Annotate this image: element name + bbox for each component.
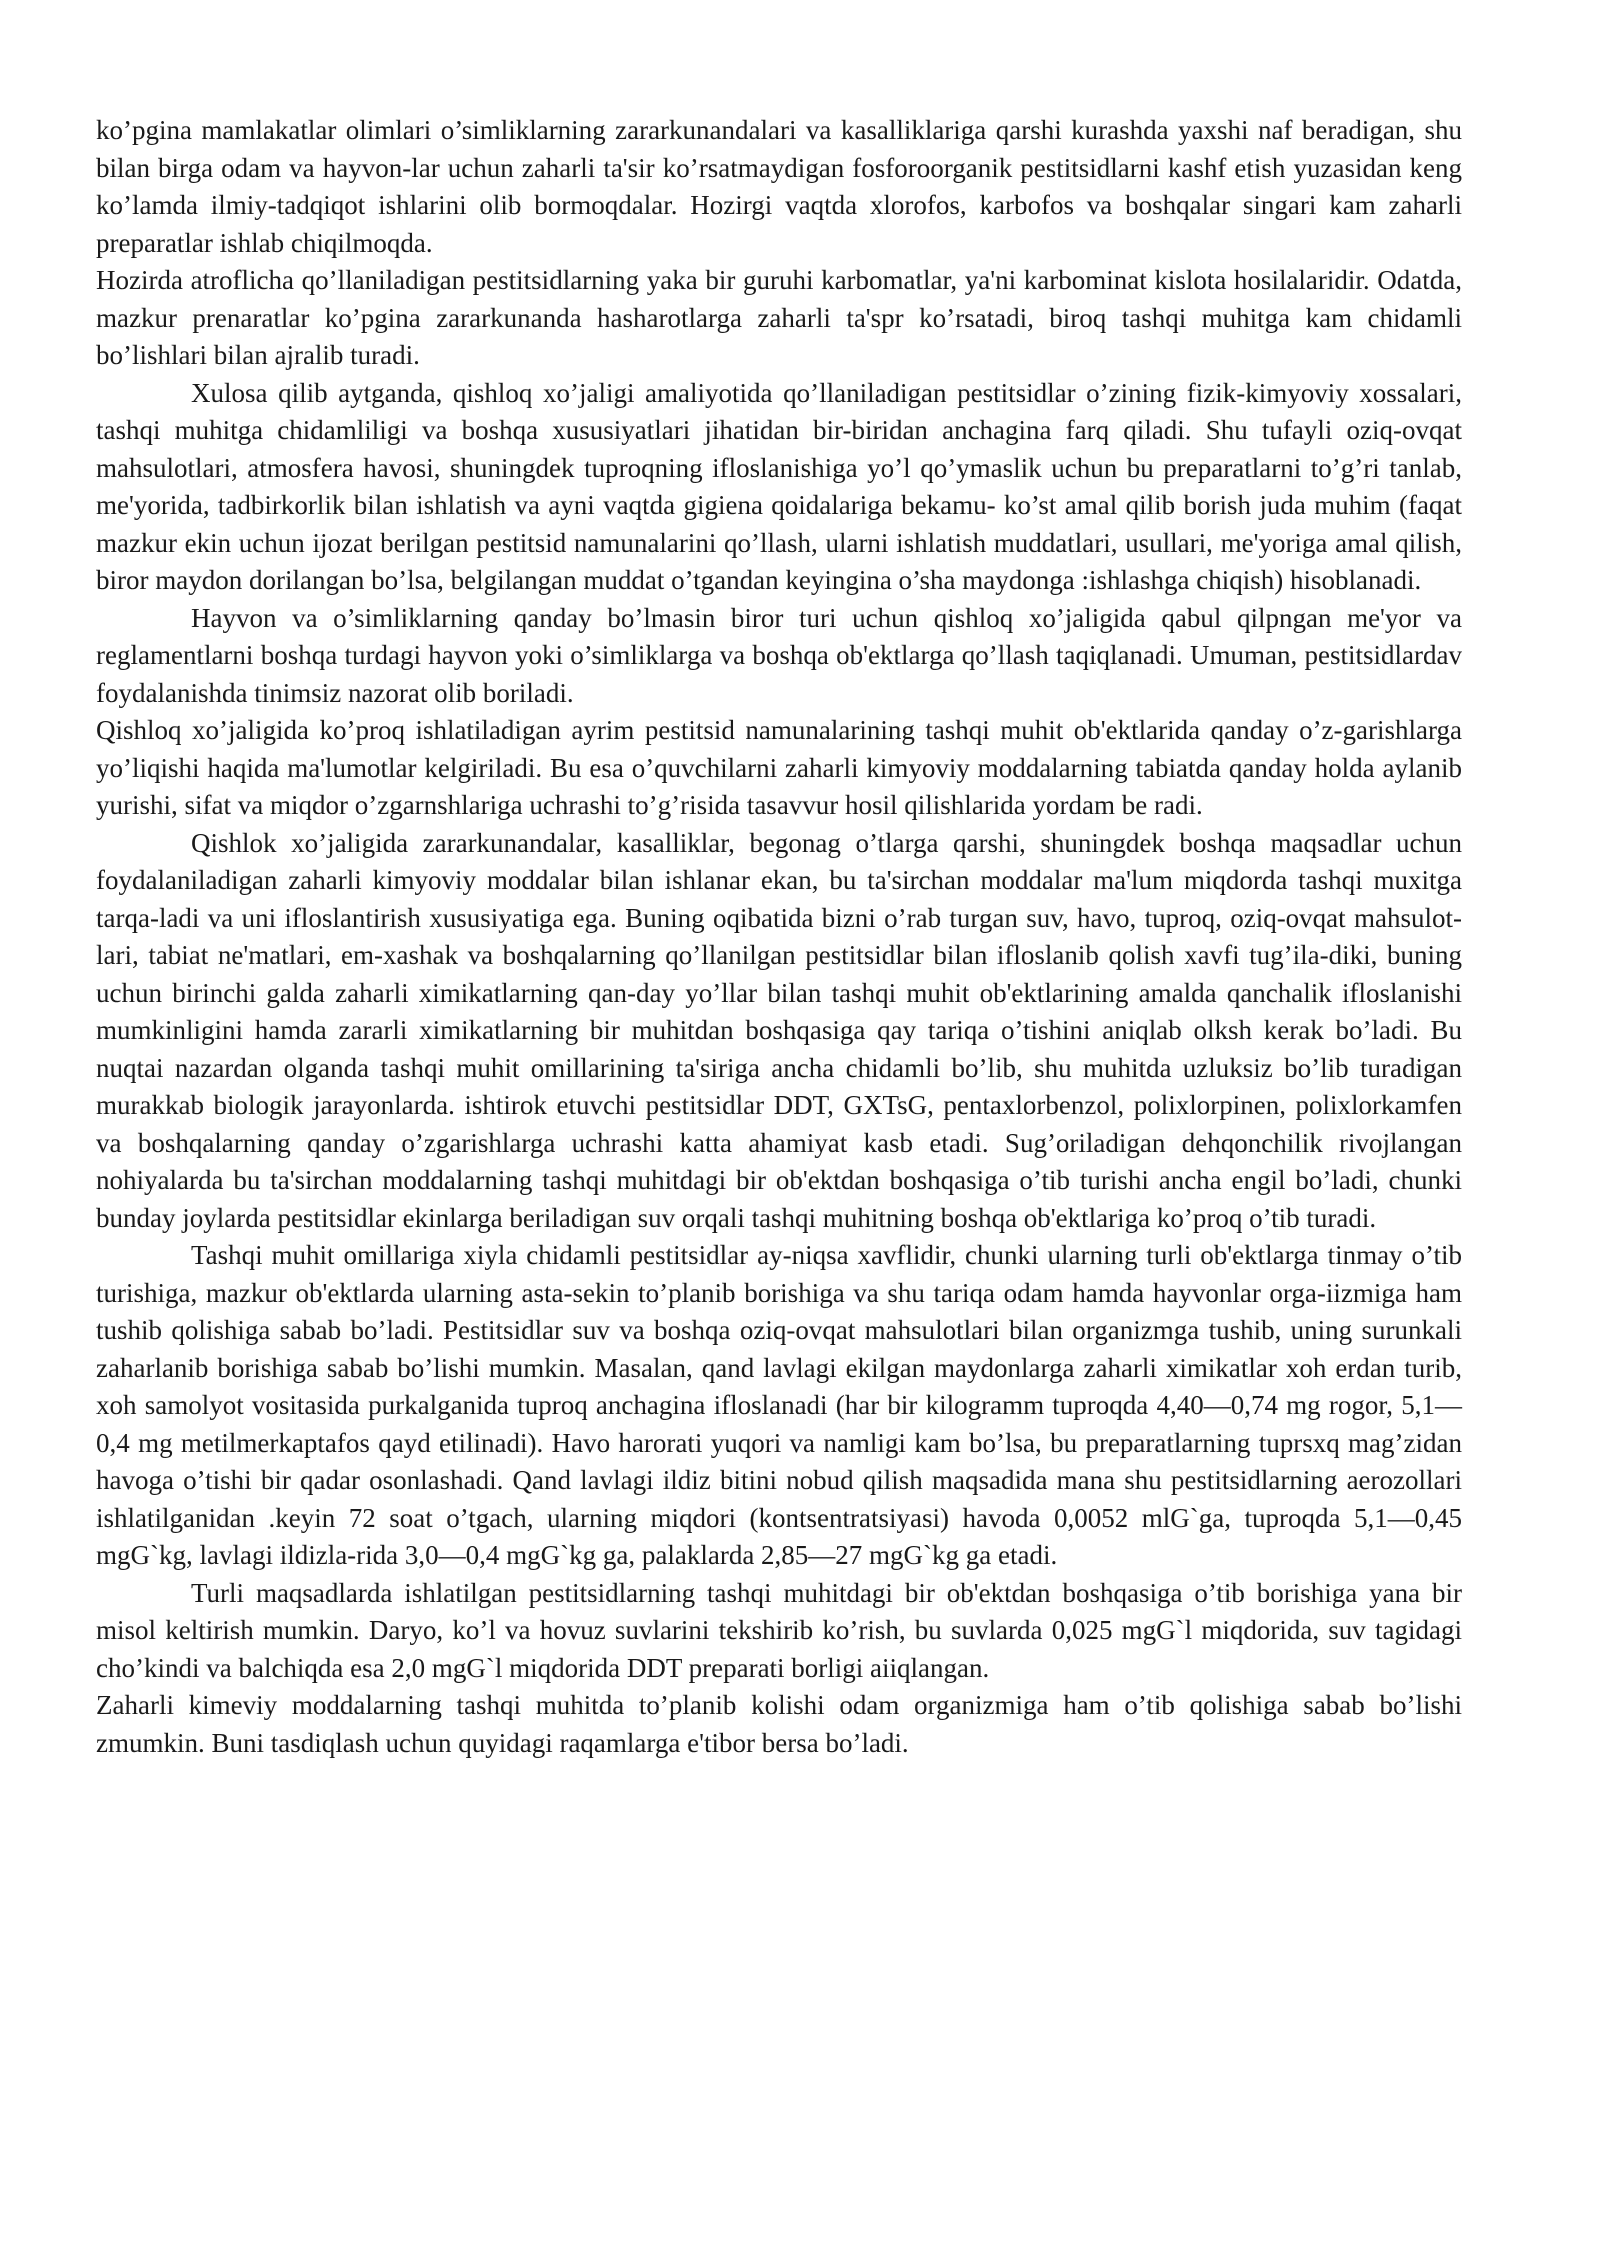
document-page: [96, 112, 1462, 1762]
paragraph: Zaharli kimeviy moddalarning tashqi muhitda to’planib kolishi odam organizmiga ham o’tib qolishiga sabab bo’lishi zmumkin. Buni tasdiqlash uchun quyidagi raqamlarga e'tibor bersa bo’ladi.: [96, 1690, 1462, 1758]
paragraph: Hozirda atroflicha qo’llaniladigan pestitsidlarning yaka bir guruhi karbomatlar, ya'ni karbominat kislota hosilalaridir. Odatda, mazkur prenaratlar ko’pgina zararkunanda hasharotlarga zaharli ta'spr ko’rsatadi, biroq tashqi muhitga kam chidamli bo’lishlari bilan ajralib turadi.: [96, 265, 1462, 370]
paragraph: ko’pgina mamlakatlar olimlari o’simliklarning zararkunandalari va kasalliklariga qarshi kurashda yaxshi naf beradigan, shu bilan birga odam va hayvon-lar uchun zaharli ta'sir ko’rsatmaydigan fosforoorganik pestitsidlarni kashf etish yuzasidan keng ko’lamda ilmiy-tadqiqot ishlarini olib bormoqdalar. Hozirgi vaqtda xlorofos, karbofos va boshqalar singari kam zaharli preparatlar ishlab chiqilmoqda.: [96, 115, 1462, 258]
paragraph: Qishlok xo’jaligida zararkunandalar, kasalliklar, begonag o’tlarga qarshi, shuningdek boshqa maqsadlar uchun foydalaniladigan zaharli kimyoviy moddalar bilan ishlanar ekan, bu ta'sirchan moddalar ma'lum miqdorda tashqi muxitga tarqa-ladi va uni ifloslantirish xususiyatiga ega. Buning oqibatida bizni o’rab turgan suv, havo, tuproq, oziq-ovqat mahsulot-lari, tabiat ne'matlari, em-xashak va boshqalarning qo’llanilgan pestitsidlar bilan ifloslanib qolish xavfi tug’ila-diki, buning uchun birinchi galda zaharli ximikatlarning qan-day yo’llar bilan tashqi muhit ob'ektlarining amalda qanchalik ifloslanishi mumkinligini hamda zararli ximikatlarning bir muhitdan boshqasiga qay tariqa o’tishini aniqlab olksh kerak bo’ladi. Bu nuqtai nazardan olganda tashqi muhit omillarining ta'siriga ancha chidamli bo’lib, shu muhitda uzluksiz bo’lib turadigan murakkab biologik jarayonlarda. ishtirok etuvchi pestitsidlar DDT, GXTsG, pentaxlorbenzol, polixlorpinen, polixlorkamfen va boshqalarning qanday o’zgarishlarga uchrashi katta ahamiyat kasb etadi. Sug’oriladigan dehqonchilik rivojlangan nohiyalarda bu ta'sirchan moddalarning tashqi muhitdagi bir ob'ektdan boshqasiga o’tib turishi ancha engil bo’ladi, chunki bunday joylarda pestitsidlar ekinlarga beriladigan suv orqali tashqi muhitning boshqa ob'ektlariga ko’proq o’tib turadi.: [96, 827, 1462, 1233]
paragraph: Hayvon va o’simliklarning qanday bo’lmasin biror turi uchun qishloq xo’jaligida qabul qilpngan me'yor va reglamentlarni boshqa turdagi hayvon yoki o’simliklarga va boshqa ob'ektlarga qo’llash taqiqlanadi. Umuman, pestitsidlardav foydalanishda tinimsiz nazorat olib boriladi.: [96, 602, 1462, 708]
paragraph: Turli maqsadlarda ishlatilgan pestitsidlarning tashqi muhitdagi bir ob'ektdan boshqasiga o’tib borishiga yana bir misol keltirish mumkin. Daryo, ko’l va hovuz suvlarini tekshirib ko’rish, bu suvlarda 0,025 mgG`l miqdorida, suv tagidagi cho’kindi va balchiqda esa 2,0 mgG`l miqdorida DDT preparati borligi aiiqlangan.: [96, 1577, 1462, 1683]
paragraph: Tashqi muhit omillariga xiyla chidamli pestitsidlar ay-niqsa xavflidir, chunki ularning turli ob'ektlarga tinmay o’tib turishiga, mazkur ob'ektlarda ularning asta-sekin to’planib borishiga va shu tariqa odam hamda hayvonlar orga-iizmiga ham tushib qolishiga sabab bo’ladi. Pestitsidlar suv va boshqa oziq-ovqat mahsulotlari bilan organizmga tushib, uning surunkali zaharlanib borishiga sabab bo’lishi mumkin. Masalan, qand lavlagi ekilgan maydonlarga zaharli ximikatlar xoh erdan turib, xoh samolyot vositasida purkalganida tuproq anchagina ifloslanadi (har bir kilogramm tuproqda 4,40—0,74 mg rogor, 5,1—0,4 mg metilmerkaptafos qayd etilinadi). Havo harorati yuqori va namligi kam bo’lsa, bu preparatlarning tuprsxq mag’zidan havoga o’tishi bir qadar osonlashadi. Qand lavlagi ildiz bitini nobud qilish maqsadida mana shu pestitsidlarning aerozollari ishlatilganidan .keyin 72 soat o’tgach, ularning miqdori (kontsentratsiyasi) havoda 0,0052 mlG`ga, tuproqda 5,1—0,45 mgG`kg, lavlagi ildizla-rida 3,0—0,4 mgG`kg ga, palaklarda 2,85—27 mgG`kg ga etadi.: [96, 1240, 1462, 1570]
paragraph: Qishloq xo’jaligida ko’proq ishlatiladigan ayrim pestitsid namunalarining tashqi muhit ob'ektlarida qanday o’z-garishlarga yo’liqishi haqida ma'lumotlar kelgiriladi. Bu esa o’quvchilarni zaharli kimyoviy moddalarning tabiatda qanday holda aylanib yurishi, sifat va miqdor o’zgarnshlariga uchrashi to’g’risida tasavvur hosil qilishlarida yordam be radi.: [96, 715, 1462, 820]
paragraph: Xulosa qilib aytganda, qishloq xo’jaligi amaliyotida qo’llaniladigan pestitsidlar o’zining fizik-kimyoviy xossalari, tashqi muhitga chidamliligi va boshqa xususiyatlari jihatidan bir-biridan anchagina farq qiladi. Shu tufayli oziq-ovqat mahsulotlari, atmosfera havosi, shuningdek tuproqning ifloslanishiga yo’l qo’ymaslik uchun bu preparatlarni to’g’ri tanlab, me'yorida, tadbirkorlik bilan ishlatish va ayni vaqtda gigiena qoidalariga bekamu- ko’st amal qilib borish juda muhim (faqat mazkur ekin uchun ijozat berilgan pestitsid namunalarini qo’llash, ularni ishlatish muddatlari, usullari, me'yoriga amal qilish, biror maydon dorilangan bo’lsa, belgilangan muddat o’tgandan keyingina o’sha maydonga :ishlashga chiqish) hisoblanadi.: [96, 377, 1462, 595]
